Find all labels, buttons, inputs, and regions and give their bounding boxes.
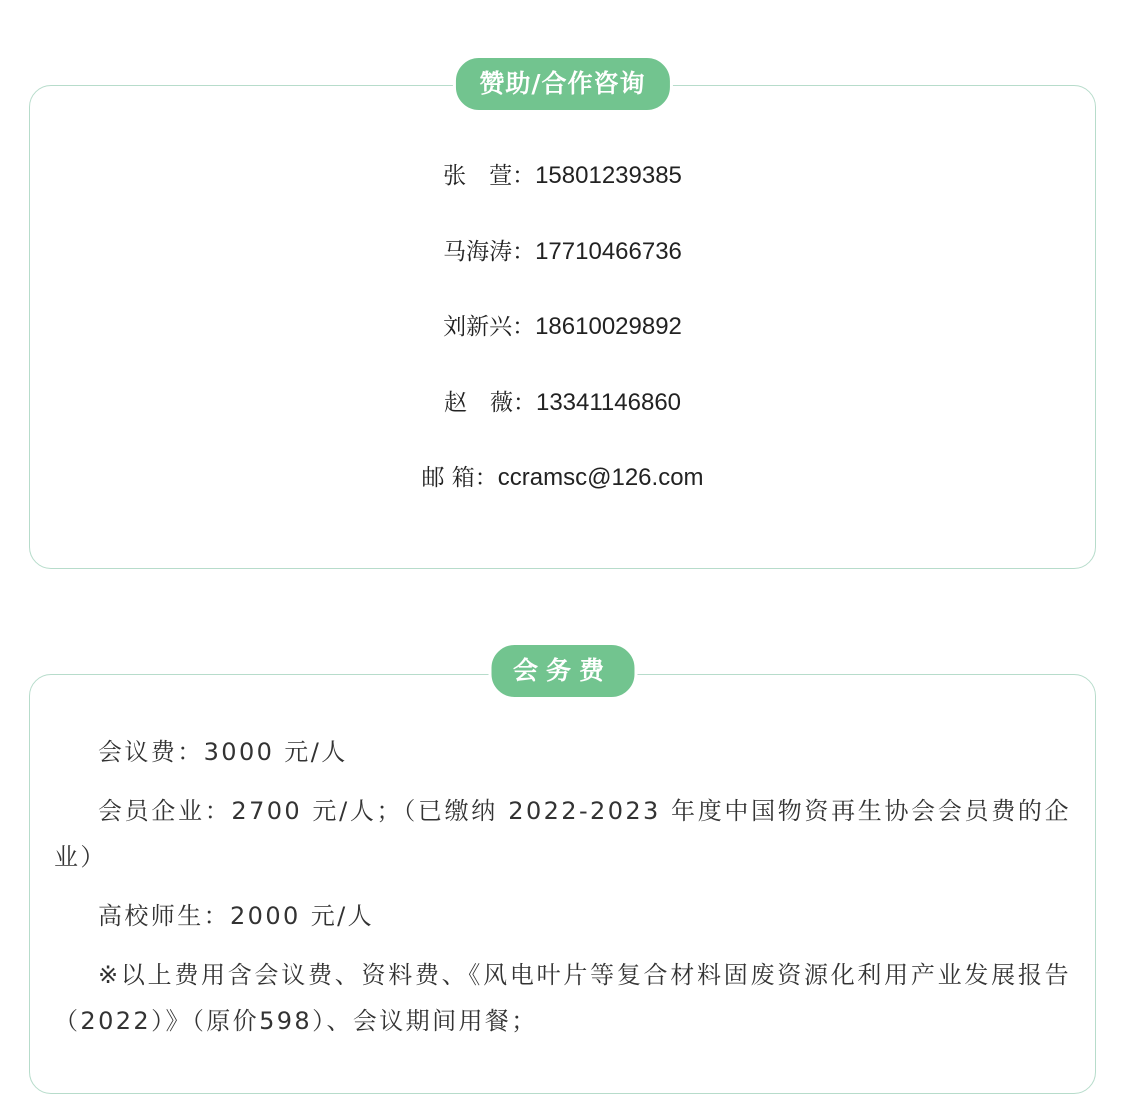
email-label: 邮 箱： xyxy=(421,465,498,491)
contact-row-ma xyxy=(30,234,1095,310)
fee-conference: 会议费：3000 元/人 xyxy=(98,738,348,766)
contact-name: 刘新兴： xyxy=(443,314,536,340)
contact-name: 张 萱： xyxy=(443,163,536,189)
section-title-sponsorship: 赞助/合作咨询 xyxy=(452,55,672,113)
fee-note: ※以上费用含会议费、资料费、《风电叶片等复合材料固废资源化利用产业发展报告（2022）》（原价598）、会议期间用餐； xyxy=(54,961,1071,1035)
fee-university: 高校师生：2000 元/人 xyxy=(98,902,374,930)
contact-name: 马海涛： xyxy=(443,238,536,265)
email-address: ccramsc@126.com xyxy=(497,464,704,491)
section-title-fees: 会务费 xyxy=(488,642,637,700)
sponsorship-contact-card xyxy=(29,69,1096,569)
contact-phone: 15801239385 xyxy=(535,162,682,189)
contact-name: 赵 薇： xyxy=(443,389,536,416)
contact-row-zhao xyxy=(30,385,1095,461)
contact-phone: 13341146860 xyxy=(535,388,682,416)
contact-list xyxy=(30,158,1095,536)
contact-row-liu xyxy=(30,309,1095,385)
contact-phone: 18610029892 xyxy=(535,313,682,340)
contact-row-email xyxy=(30,460,1095,536)
registration-fee-card xyxy=(29,656,1096,1094)
fee-member-company: 会员企业：2700 元/人；（已缴纳 2022-2023 年度中国物资再生协会会员费的企业） xyxy=(54,797,1071,871)
contact-phone: 17710466736 xyxy=(535,237,682,265)
fee-details xyxy=(54,729,1071,1057)
contact-row-zhang xyxy=(30,158,1095,234)
